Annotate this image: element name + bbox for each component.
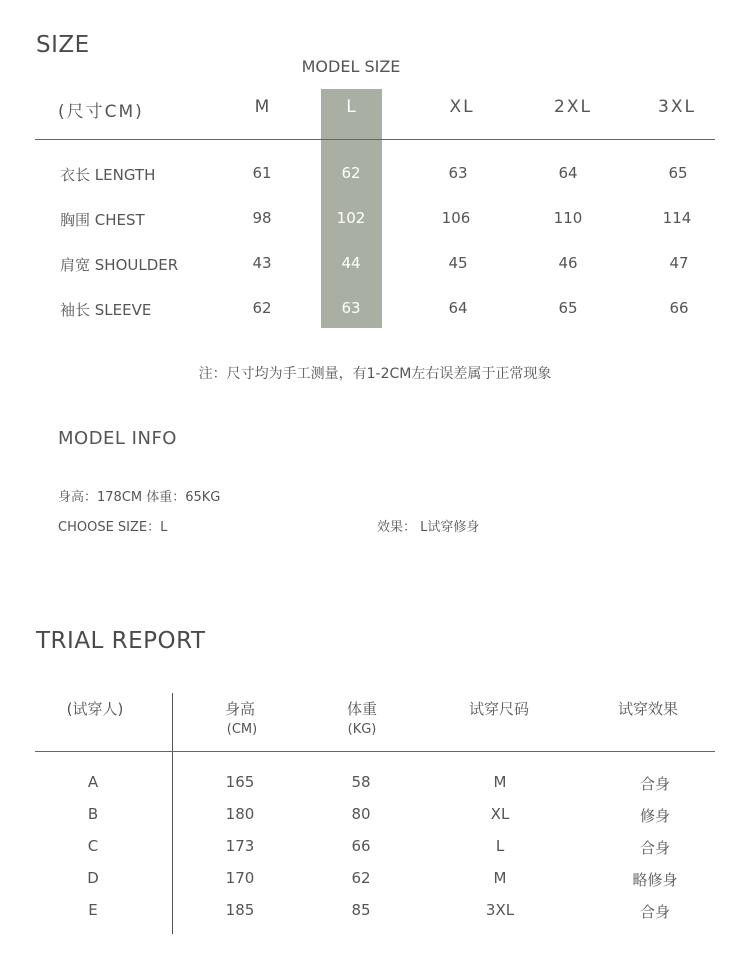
size-col-xl: XL — [449, 97, 475, 117]
trial-cell: D — [87, 869, 99, 887]
size-cell: 114 — [662, 209, 692, 227]
size-cell: 63 — [448, 164, 468, 182]
trial-cell: E — [88, 901, 98, 919]
size-cell: 65 — [558, 299, 578, 317]
trial-cell: 62 — [351, 869, 371, 887]
model-height-weight: 身高：178CM 体重：65KG — [58, 490, 221, 505]
trial-cell: XL — [490, 805, 510, 823]
trial-cell: 3XL — [485, 901, 515, 919]
trial-cell: 合身 — [639, 903, 671, 921]
size-cell: 44 — [341, 254, 361, 272]
trial-cell: 58 — [351, 773, 371, 791]
size-cell: 64 — [558, 164, 578, 182]
size-col-2xl: 2XL — [554, 97, 592, 117]
trial-header-weight: 体重 — [346, 700, 378, 718]
trial-header-person: (试穿人) — [66, 700, 124, 718]
size-row-label: 胸围 CHEST — [60, 211, 145, 229]
measurement-note: 注：尺寸均为手工测量，有1-2CM左右误差属于正常现象 — [198, 366, 552, 382]
size-cell: 46 — [558, 254, 578, 272]
trial-cell: 略修身 — [632, 871, 678, 889]
size-cell: 65 — [668, 164, 688, 182]
size-cell: 62 — [341, 164, 361, 182]
size-cell: 102 — [336, 209, 366, 227]
size-cell: 45 — [448, 254, 468, 272]
trial-report-title: TRIAL REPORT — [36, 628, 206, 654]
size-col-m: M — [254, 97, 272, 117]
size-title: SIZE — [36, 32, 90, 58]
trial-header-weight-unit: (KG) — [347, 722, 377, 737]
trial-cell: 170 — [225, 869, 255, 887]
size-row-label: 衣长 LENGTH — [60, 166, 156, 184]
size-cell: 98 — [252, 209, 272, 227]
size-cell: 43 — [252, 254, 272, 272]
model-size-label: MODEL SIZE — [301, 57, 401, 76]
trial-cell: L — [495, 837, 505, 855]
size-cell: 47 — [669, 254, 689, 272]
trial-cell: B — [87, 805, 99, 823]
size-cell: 110 — [553, 209, 583, 227]
unit-label: (尺寸CM) — [58, 102, 144, 122]
trial-header-size: 试穿尺码 — [468, 700, 530, 718]
trial-cell: 185 — [225, 901, 255, 919]
trial-header-divider — [35, 751, 715, 752]
size-col-l: L — [346, 97, 358, 117]
trial-cell: 173 — [225, 837, 255, 855]
trial-column-divider — [172, 693, 173, 934]
trial-header-effect: 试穿效果 — [617, 700, 679, 718]
size-cell: 62 — [252, 299, 272, 317]
size-cell: 61 — [252, 164, 272, 182]
size-row-label: 肩宽 SHOULDER — [60, 256, 179, 274]
size-cell: 63 — [341, 299, 361, 317]
size-cell: 66 — [669, 299, 689, 317]
trial-cell: 85 — [351, 901, 371, 919]
trial-cell: C — [87, 837, 99, 855]
model-choose-size: CHOOSE SIZE：L — [58, 520, 168, 535]
trial-cell: M — [493, 869, 507, 887]
size-header-divider — [35, 139, 715, 140]
trial-cell: 66 — [351, 837, 371, 855]
trial-cell: 180 — [225, 805, 255, 823]
size-col-3xl: 3XL — [658, 97, 696, 117]
trial-header-height-unit: (CM) — [226, 722, 258, 737]
size-row-label: 袖长 SLEEVE — [60, 301, 152, 319]
trial-cell: 合身 — [639, 839, 671, 857]
size-cell: 64 — [448, 299, 468, 317]
size-cell: 106 — [441, 209, 471, 227]
trial-cell: 165 — [225, 773, 255, 791]
model-effect: 效果： L试穿修身 — [377, 520, 480, 535]
trial-cell: A — [87, 773, 99, 791]
trial-cell: 80 — [351, 805, 371, 823]
model-info-title: MODEL INFO — [58, 428, 177, 449]
trial-cell: 修身 — [639, 807, 671, 825]
trial-cell: M — [493, 773, 507, 791]
trial-header-height: 身高 — [224, 700, 256, 718]
trial-cell: 合身 — [639, 775, 671, 793]
